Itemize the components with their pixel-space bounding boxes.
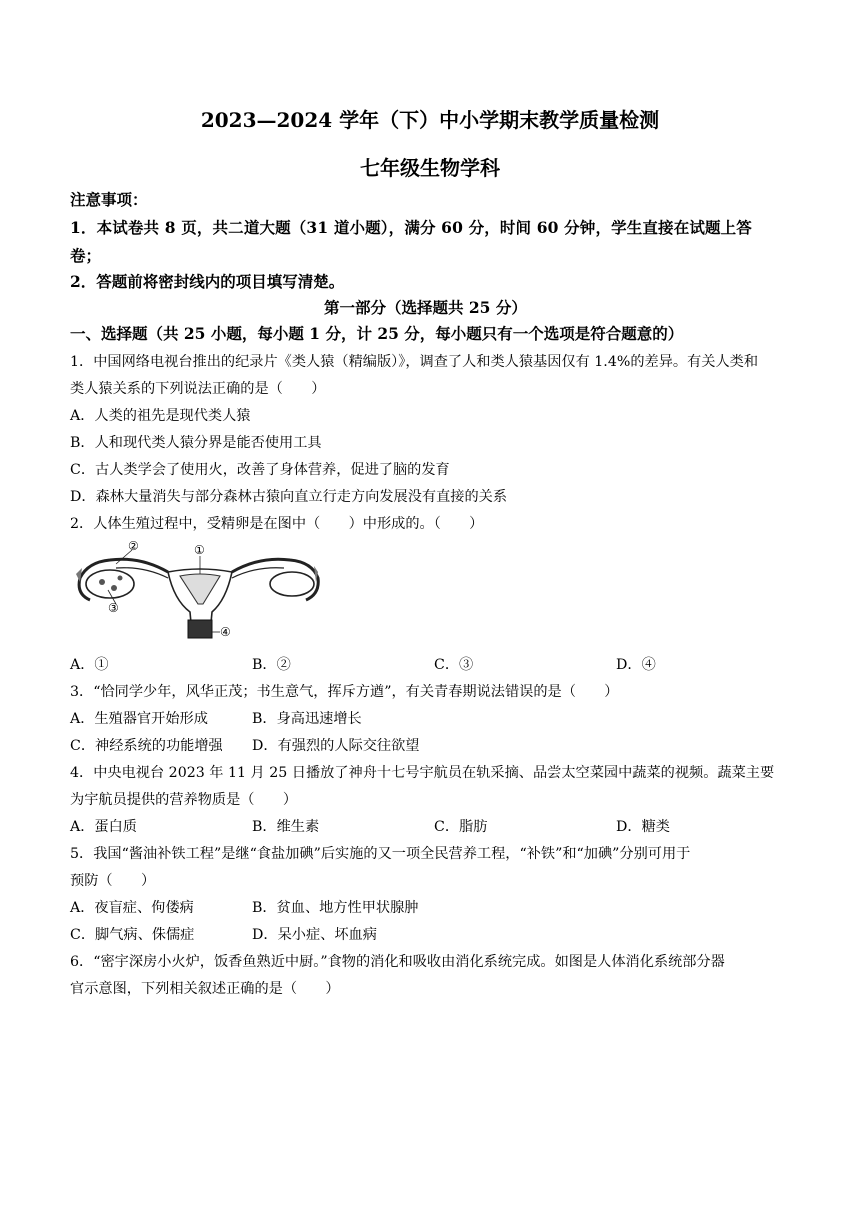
question-5-option-c: C．脚气病、侏儒症 [70, 927, 195, 943]
question-3-stem: 3．“恰同学少年，风华正茂；书生意气，挥斥方遒”，有关青春期说法错误的是（ ） [70, 684, 619, 700]
question-1-stem: 1．中国网络电视台推出的纪录片《类人猿（精编版）》，调查了人和类人猿基因仅有 1.4%的差异。有关人类和 [70, 354, 759, 370]
question-2-option-c: C．③ [434, 657, 474, 673]
part-heading: 第一部分（选择题共 25 分） [324, 298, 527, 317]
question-2-option-d: D．④ [616, 657, 656, 673]
question-4-stem: 4．中央电视台 2023 年 11 月 25 日播放了神舟十七号宇航员在轨采摘、品尝太空菜园中蔬菜的视频。蔬菜主要 [70, 765, 775, 781]
notice-item-1-cont: 卷； [70, 246, 102, 265]
diagram-label-2: ② [128, 539, 139, 553]
question-5-stem: 5．我国“酱油补铁工程”是继“食盐加碘”后实施的又一项全民营养工程，“补铁”和“加碘”分别可用于 [70, 846, 691, 862]
question-5-option-a: A．夜盲症、佝偻病 [70, 900, 194, 916]
uterus-diagram [70, 538, 320, 644]
question-2-options [0, 654, 860, 674]
diagram-label-1: ① [194, 543, 205, 557]
question-3-option-d: D．有强烈的人际交往欲望 [252, 738, 420, 754]
question-2-option-a: A．① [70, 657, 109, 673]
question-4-stem-cont: 为宇航员提供的营养物质是（ ） [70, 792, 298, 808]
question-4-option-b: B．维生素 [252, 819, 320, 835]
question-4-option-c: C．脂肪 [434, 819, 488, 835]
question-1-option-c: C．古人类学会了使用火，改善了身体营养，促进了脑的发育 [70, 462, 450, 478]
question-5-options-row-2 [0, 924, 860, 944]
question-5-options-row-1 [0, 897, 860, 917]
question-4-option-a: A．蛋白质 [70, 819, 137, 835]
question-5-option-b: B．贫血、地方性甲状腺肿 [252, 900, 419, 916]
question-1-stem-cont: 类人猿关系的下列说法正确的是（ ） [70, 381, 326, 397]
notice-heading: 注意事项： [70, 190, 148, 209]
question-6-stem-cont: 官示意图，下列相关叙述正确的是（ ） [70, 981, 340, 997]
question-4-options [0, 816, 860, 836]
question-3-option-c: C．神经系统的功能增强 [70, 738, 223, 754]
question-1-option-d: D．森林大量消失与部分森林古猿向直立行走方向发展没有直接的关系 [70, 489, 508, 505]
diagram-label-3: ③ [108, 601, 119, 615]
question-2-stem: 2．人体生殖过程中，受精卵是在图中（ ）中形成的。（ ） [70, 516, 484, 532]
question-1-option-a: A．人类的祖先是现代类人猿 [70, 408, 251, 424]
question-3-options-row-1 [0, 708, 860, 728]
section-heading: 一、选择题（共 25 小题，每小题 1 分，计 25 分，每小题只有一个选项是符合题意的） [70, 324, 684, 343]
exam-title: 2023—2024 学年（下）中小学期末教学质量检测 [200, 108, 660, 132]
question-6-stem: 6．“密宇深房小火炉，饭香鱼熟近中厨。”食物的消化和吸收由消化系统完成。如图是人体消化系统部分器 [70, 954, 725, 970]
notice-item-1: 1．本试卷共 8 页，共二道大题（31 道小题），满分 60 分，时间 60 分钟，学生直接在试题上答 [70, 218, 752, 237]
question-3-options-row-2 [0, 735, 860, 755]
question-2-option-b: B．② [252, 657, 291, 673]
exam-subtitle: 七年级生物学科 [360, 156, 500, 180]
question-3-option-b: B．身高迅速增长 [252, 711, 362, 727]
question-1-option-b: B．人和现代类人猿分界是能否使用工具 [70, 435, 322, 451]
question-5-stem-cont: 预防（ ） [70, 873, 156, 889]
question-4-option-d: D．糖类 [616, 819, 670, 835]
notice-item-2: 2．答题前将密封线内的项目填写清楚。 [70, 272, 345, 291]
question-5-option-d: D．呆小症、坏血病 [252, 927, 377, 943]
diagram-label-4: ④ [220, 625, 231, 639]
question-3-option-a: A．生殖器官开始形成 [70, 711, 208, 727]
